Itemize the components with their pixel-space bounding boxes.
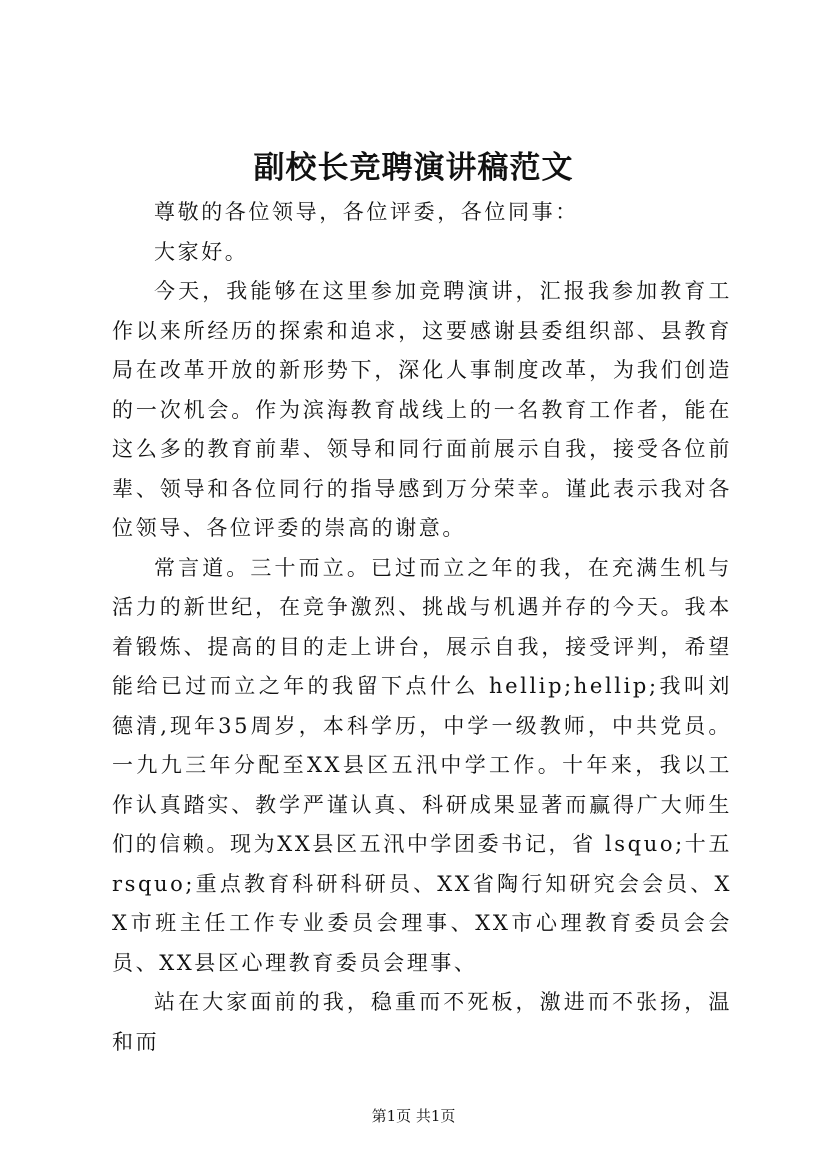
document-body xyxy=(112,193,732,1062)
paragraph-self-description: 站在大家面前的我，稳重而不死板，激进而不张扬，温和而 xyxy=(112,990,732,1054)
document-title: 副校长竞聘演讲稿范文 xyxy=(253,150,574,186)
paragraph-greeting: 大家好。 xyxy=(154,239,249,264)
paragraph-personal-background: 常言道。三十而立。已过而立之年的我，在充满生机与活力的新世纪，在竞争激烈、挑战与机遇并存的今天。我本着锻炼、提高的目的走上讲台，展示自我，接受评判，希望能给已过而立之年的我留下点什么 hellip;hellip;我叫刘德清,现年35周岁，本科学历，中学一级教师，中共党员。一九九三年分配至XX县区五汛中学工作。十年来，我以工作认真踏实、教学严谨认真、科研成果显著而赢得广大师生们的信赖。现为XX县区五汛中学团委书记，省 lsquo;十五 rsquo;重点教育科研科研员、XX省陶行知研究会会员、XX市班主任工作专业委员会理事、XX市心理教育委员会会员、XX县区心理教育委员会理事、 xyxy=(112,555,732,975)
paragraph-salutation: 尊敬的各位领导，各位评委，各位同事： xyxy=(154,200,579,224)
page-number-footer: 第1页 共1页 xyxy=(371,1107,456,1125)
paragraph-introduction: 今天，我能够在这里参加竞聘演讲，汇报我参加教育工作以来所经历的探索和追求，这要感谢县委组织部、县教育局在改革开放的新形势下，深化人事制度改革，为我们创造的一次机会。作为滨海教育战线上的一名教育工作者，能在这么多的教育前辈、领导和同行面前展示自我，接受各位前辈、领导和各位同行的指导感到万分荣幸。谨此表示我对各位领导、各位评委的崇高的谢意。 xyxy=(112,279,732,540)
